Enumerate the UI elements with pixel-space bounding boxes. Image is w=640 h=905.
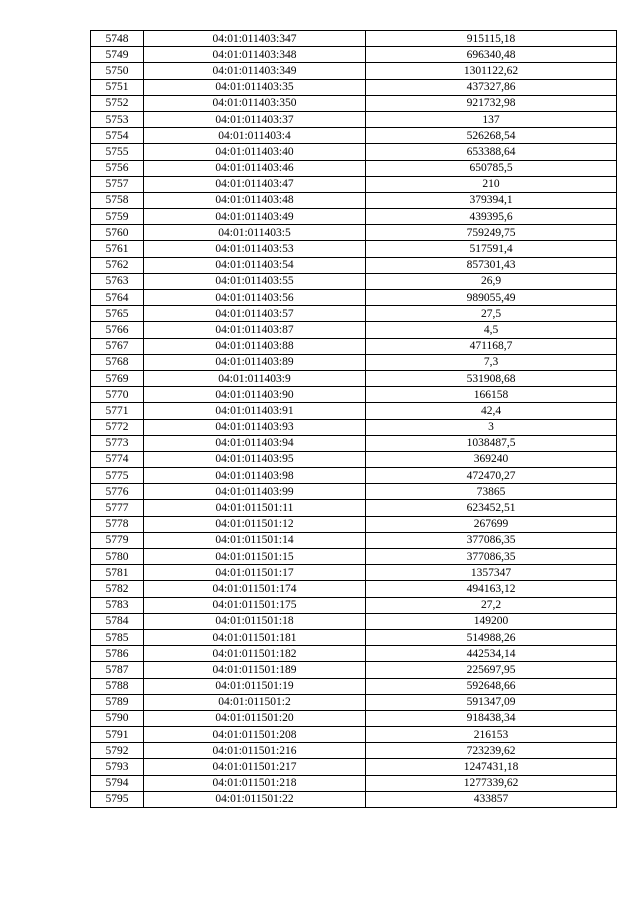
row-number-cell: 5763 [91,273,144,289]
table-row [91,500,617,516]
cadastral-number-cell: 04:01:011403:4 [144,128,366,144]
value-cell: 437327,86 [366,79,617,95]
row-number-cell: 5748 [91,31,144,47]
table-row [91,662,617,678]
cadastral-number-cell: 04:01:011403:5 [144,225,366,241]
table-row [91,387,617,403]
row-number-cell: 5768 [91,354,144,370]
row-number-cell: 5778 [91,516,144,532]
value-cell: 1277339,62 [366,775,617,791]
value-cell: 3 [366,419,617,435]
cadastral-number-cell: 04:01:011403:349 [144,63,366,79]
value-cell: 26,9 [366,273,617,289]
row-number-cell: 5755 [91,144,144,160]
cadastral-number-cell: 04:01:011403:90 [144,387,366,403]
cadastral-number-cell: 04:01:011403:95 [144,451,366,467]
cadastral-number-cell: 04:01:011501:182 [144,646,366,662]
table-row [91,31,617,47]
row-number-cell: 5766 [91,322,144,338]
value-cell: 857301,43 [366,257,617,273]
table-row [91,451,617,467]
row-number-cell: 5757 [91,176,144,192]
table-row [91,306,617,322]
value-cell: 623452,51 [366,500,617,516]
row-number-cell: 5786 [91,646,144,662]
row-number-cell: 5772 [91,419,144,435]
value-cell: 1301122,62 [366,63,617,79]
row-number-cell: 5779 [91,532,144,548]
row-number-cell: 5764 [91,290,144,306]
value-cell: 989055,49 [366,290,617,306]
row-number-cell: 5775 [91,468,144,484]
row-number-cell: 5754 [91,128,144,144]
value-cell: 1038487,5 [366,435,617,451]
value-cell: 377086,35 [366,549,617,565]
value-cell: 921732,98 [366,95,617,111]
table-row [91,47,617,63]
cadastral-number-cell: 04:01:011403:94 [144,435,366,451]
row-number-cell: 5762 [91,257,144,273]
value-cell: 472470,27 [366,468,617,484]
cadastral-number-cell: 04:01:011501:218 [144,775,366,791]
value-cell: 918438,34 [366,710,617,726]
value-cell: 514988,26 [366,629,617,645]
table-row [91,241,617,257]
row-number-cell: 5785 [91,629,144,645]
table-row [91,63,617,79]
value-cell: 210 [366,176,617,192]
table-row [91,111,617,127]
cadastral-number-cell: 04:01:011501:189 [144,662,366,678]
row-number-cell: 5771 [91,403,144,419]
row-number-cell: 5765 [91,306,144,322]
row-number-cell: 5792 [91,743,144,759]
cadastral-number-cell: 04:01:011501:17 [144,565,366,581]
row-number-cell: 5780 [91,549,144,565]
cadastral-number-cell: 04:01:011501:2 [144,694,366,710]
table-row [91,273,617,289]
row-number-cell: 5789 [91,694,144,710]
value-cell: 166158 [366,387,617,403]
row-number-cell: 5781 [91,565,144,581]
cadastral-number-cell: 04:01:011403:91 [144,403,366,419]
row-number-cell: 5793 [91,759,144,775]
table-row [91,468,617,484]
table-row [91,516,617,532]
cadastral-number-cell: 04:01:011403:9 [144,370,366,386]
cadastral-number-cell: 04:01:011403:99 [144,484,366,500]
value-cell: 471168,7 [366,338,617,354]
table-row [91,290,617,306]
cadastral-number-cell: 04:01:011403:87 [144,322,366,338]
row-number-cell: 5770 [91,387,144,403]
table-row [91,128,617,144]
table-row [91,710,617,726]
table-row [91,629,617,645]
cadastral-number-cell: 04:01:011403:35 [144,79,366,95]
cadastral-number-cell: 04:01:011501:217 [144,759,366,775]
row-number-cell: 5774 [91,451,144,467]
row-number-cell: 5795 [91,791,144,807]
cadastral-number-cell: 04:01:011403:88 [144,338,366,354]
row-number-cell: 5753 [91,111,144,127]
value-cell: 591347,09 [366,694,617,710]
value-cell: 137 [366,111,617,127]
value-cell: 531908,68 [366,370,617,386]
cadastral-number-cell: 04:01:011501:19 [144,678,366,694]
table-row [91,646,617,662]
cadastral-number-cell: 04:01:011403:49 [144,209,366,225]
row-number-cell: 5759 [91,209,144,225]
row-number-cell: 5750 [91,63,144,79]
value-cell: 723239,62 [366,743,617,759]
cadastral-number-cell: 04:01:011403:93 [144,419,366,435]
cadastral-number-cell: 04:01:011403:40 [144,144,366,160]
value-cell: 27,2 [366,597,617,613]
table-row [91,192,617,208]
value-cell: 433857 [366,791,617,807]
value-cell: 42,4 [366,403,617,419]
value-cell: 1357347 [366,565,617,581]
value-cell: 73865 [366,484,617,500]
cadastral-number-cell: 04:01:011403:53 [144,241,366,257]
table-row [91,532,617,548]
cadastral-number-cell: 04:01:011403:347 [144,31,366,47]
row-number-cell: 5756 [91,160,144,176]
row-number-cell: 5773 [91,435,144,451]
table-row [91,338,617,354]
row-number-cell: 5761 [91,241,144,257]
cadastral-number-cell: 04:01:011403:55 [144,273,366,289]
row-number-cell: 5758 [91,192,144,208]
value-cell: 267699 [366,516,617,532]
data-table [90,30,617,808]
table-row [91,160,617,176]
value-cell: 653388,64 [366,144,617,160]
table-row [91,225,617,241]
cadastral-number-cell: 04:01:011403:56 [144,290,366,306]
table-row [91,176,617,192]
table-row [91,759,617,775]
cadastral-number-cell: 04:01:011403:48 [144,192,366,208]
value-cell: 4,5 [366,322,617,338]
table-row [91,727,617,743]
cadastral-number-cell: 04:01:011403:350 [144,95,366,111]
cadastral-number-cell: 04:01:011403:57 [144,306,366,322]
table-row [91,322,617,338]
row-number-cell: 5794 [91,775,144,791]
cadastral-number-cell: 04:01:011501:174 [144,581,366,597]
value-cell: 526268,54 [366,128,617,144]
table-row [91,678,617,694]
table-row [91,694,617,710]
value-cell: 439395,6 [366,209,617,225]
cadastral-number-cell: 04:01:011501:22 [144,791,366,807]
table-row [91,484,617,500]
cadastral-number-cell: 04:01:011403:98 [144,468,366,484]
cadastral-number-cell: 04:01:011403:46 [144,160,366,176]
value-cell: 442534,14 [366,646,617,662]
cadastral-number-cell: 04:01:011501:175 [144,597,366,613]
value-cell: 379394,1 [366,192,617,208]
row-number-cell: 5769 [91,370,144,386]
cadastral-number-cell: 04:01:011403:348 [144,47,366,63]
row-number-cell: 5777 [91,500,144,516]
row-number-cell: 5790 [91,710,144,726]
row-number-cell: 5776 [91,484,144,500]
cadastral-number-cell: 04:01:011501:216 [144,743,366,759]
table-row [91,354,617,370]
table-row [91,370,617,386]
table-row [91,419,617,435]
value-cell: 149200 [366,613,617,629]
cadastral-number-cell: 04:01:011403:54 [144,257,366,273]
cadastral-number-cell: 04:01:011501:12 [144,516,366,532]
value-cell: 27,5 [366,306,617,322]
value-cell: 696340,48 [366,47,617,63]
table-row [91,403,617,419]
table-row [91,597,617,613]
table-row [91,565,617,581]
row-number-cell: 5787 [91,662,144,678]
row-number-cell: 5760 [91,225,144,241]
row-number-cell: 5752 [91,95,144,111]
table-row [91,435,617,451]
table-body [91,31,617,808]
table-row [91,95,617,111]
row-number-cell: 5767 [91,338,144,354]
cadastral-number-cell: 04:01:011501:20 [144,710,366,726]
table-row [91,775,617,791]
value-cell: 915115,18 [366,31,617,47]
table-row [91,549,617,565]
value-cell: 517591,4 [366,241,617,257]
value-cell: 1247431,18 [366,759,617,775]
cadastral-number-cell: 04:01:011501:14 [144,532,366,548]
row-number-cell: 5751 [91,79,144,95]
table-row [91,79,617,95]
value-cell: 369240 [366,451,617,467]
row-number-cell: 5784 [91,613,144,629]
value-cell: 650785,5 [366,160,617,176]
value-cell: 216153 [366,727,617,743]
cadastral-number-cell: 04:01:011501:208 [144,727,366,743]
value-cell: 225697,95 [366,662,617,678]
cadastral-number-cell: 04:01:011403:47 [144,176,366,192]
cadastral-number-cell: 04:01:011501:181 [144,629,366,645]
cadastral-number-cell: 04:01:011403:37 [144,111,366,127]
row-number-cell: 5788 [91,678,144,694]
value-cell: 377086,35 [366,532,617,548]
table-row [91,791,617,807]
table-row [91,257,617,273]
row-number-cell: 5782 [91,581,144,597]
row-number-cell: 5783 [91,597,144,613]
table-row [91,613,617,629]
value-cell: 494163,12 [366,581,617,597]
table-row [91,743,617,759]
row-number-cell: 5791 [91,727,144,743]
table-row [91,209,617,225]
table-row [91,144,617,160]
cadastral-number-cell: 04:01:011501:15 [144,549,366,565]
row-number-cell: 5749 [91,47,144,63]
cadastral-number-cell: 04:01:011501:18 [144,613,366,629]
value-cell: 759249,75 [366,225,617,241]
cadastral-number-cell: 04:01:011403:89 [144,354,366,370]
table-row [91,581,617,597]
value-cell: 592648,66 [366,678,617,694]
cadastral-number-cell: 04:01:011501:11 [144,500,366,516]
value-cell: 7,3 [366,354,617,370]
